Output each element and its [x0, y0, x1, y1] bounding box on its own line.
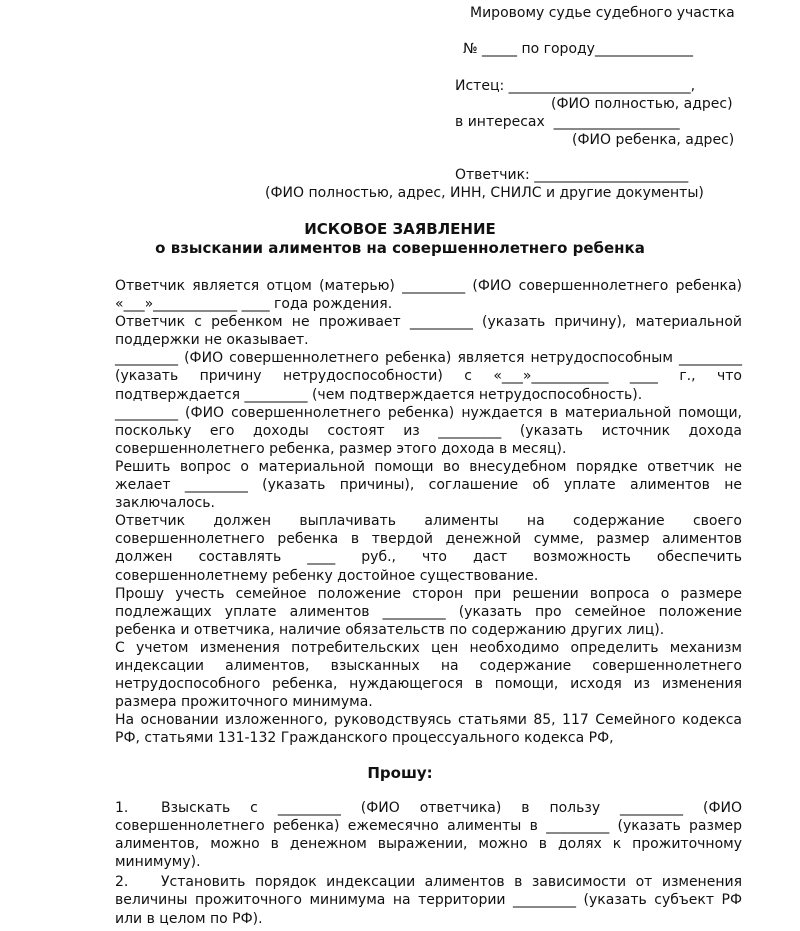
document-body [115, 277, 742, 747]
document-title: ИСКОВОЕ ЗАЯВЛЕНИЕ [304, 220, 496, 238]
header-child-hint: (ФИО ребенка, адрес) [572, 132, 735, 148]
request-number: 2. [115, 874, 129, 891]
request-text: Взыскать с _________ (ФИО ответчика) в пользу _________ (ФИО совершеннолетнего ребенка) ежемесячно алименты в _________ (указать размер алиментов, можно в денежном выражении, можно в долях к прожиточному минимуму). [115, 800, 742, 871]
header-defendant-hint: (ФИО полностью, адрес, ИНН, СНИЛС и другие документы) [265, 185, 704, 201]
request-item [115, 873, 742, 927]
request-list [115, 799, 742, 930]
paragraph: _________ (ФИО совершеннолетнего ребенка) нуждается в материальной помощи, поскольку его доходы состоят из _________ (указать источник дохода совершеннолетнего ребенка, размер этого дохода в месяц). [115, 404, 742, 457]
request-text: Установить порядок индексации алиментов в зависимости от изменения величины прожиточного минимума на территории _________ (указать субъект РФ или в целом по РФ). [115, 874, 742, 927]
header-court-number: № _____ по городу______________ [463, 41, 693, 57]
header-court-line: Мировому судье судебного участка [470, 5, 735, 21]
paragraph: _________ (ФИО совершеннолетнего ребенка) является нетрудоспособным _________ (указать причину нетрудоспособности) с «___»___________ ____ г., что подтверждается _________ (чем подтверждается нетрудоспособность). [115, 350, 742, 403]
paragraph: Ответчик является отцом (матерью) _________ (ФИО совершеннолетнего ребенка) «___»____________ ____ года рождения. [115, 278, 742, 313]
paragraph: Ответчик с ребенком не проживает _________ (указать причину), материальной поддержки не оказывает. [115, 314, 742, 349]
paragraph: На основании изложенного, руководствуясь статьями 85, 117 Семейного кодекса РФ, статьями 131-132 Гражданского процессуального кодекса РФ, [115, 712, 742, 747]
header-plaintiff-hint: (ФИО полностью, адрес) [551, 96, 733, 112]
paragraph: С учетом изменения потребительских цен необходимо определить механизм индексации алиментов, взысканных на содержание совершеннолетнего нетрудоспособного ребенка, нуждающегося в помощи, исходя из изменения размера прожиточного минимума. [115, 639, 742, 711]
document-subtitle: о взыскании алиментов на совершеннолетнего ребенка [155, 239, 645, 257]
request-number: 1. [115, 800, 129, 816]
request-heading: Прошу: [367, 764, 433, 782]
paragraph: Решить вопрос о материальной помощи во внесудебном порядке ответчик не желает _________ (указать причины), соглашение об уплате алиментов не заключалось. [115, 458, 742, 512]
request-item [115, 799, 742, 871]
paragraph: Ответчик должен выплачивать алименты на содержание своего совершеннолетнего ребенка в твердой денежной сумме, размер алиментов должен составлять ____ руб., что даст возможность обеспечить совершеннолетнему ребенку достойное существование. [115, 513, 742, 584]
header-defendant: Ответчик: ______________________ [455, 167, 689, 183]
header-on-behalf: в интересах __________________ [455, 114, 680, 130]
header-plaintiff: Истец: __________________________, [455, 78, 696, 94]
paragraph: Прошу учесть семейное положение сторон при решении вопроса о размере подлежащих уплате алиментов _________ (указать про семейное положение ребенка и ответчика, наличие обязательств по содержанию других лиц). [115, 585, 742, 638]
